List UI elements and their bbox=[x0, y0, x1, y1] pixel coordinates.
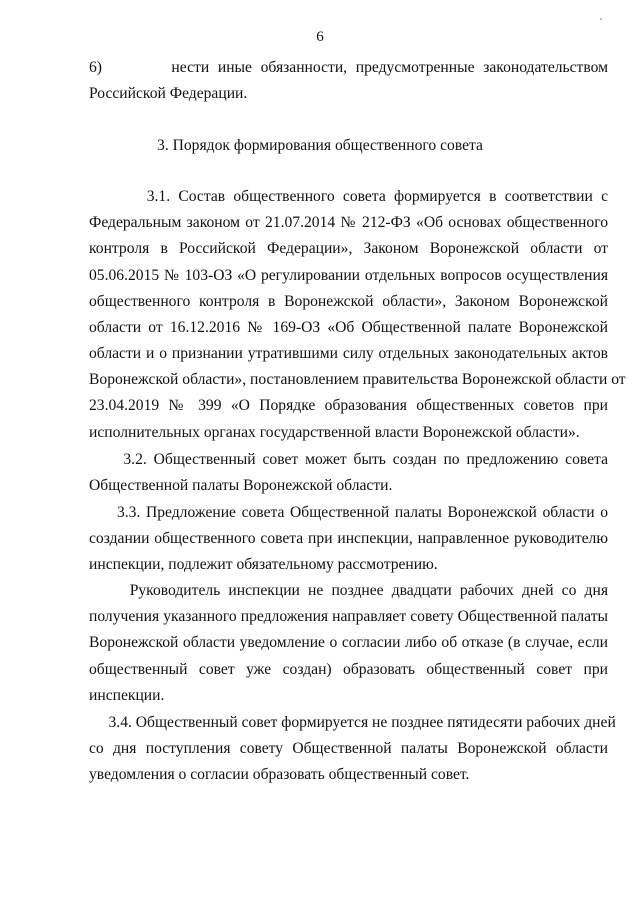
paragraph-3-1-line: Воронежской области», постановлением правительства Воронежской области от bbox=[89, 371, 626, 388]
paragraph-3-3-line: создании общественного совета при инспекции, направленное руководителю bbox=[89, 530, 608, 547]
paragraph-3-1-line: 3.1. Состав общественного совета формируется в соответствии с bbox=[89, 188, 608, 205]
paragraph-3-1-line: Федеральным законом от 21.07.2014 № 212-ФЗ «Об основах общественного bbox=[89, 214, 608, 231]
paragraph-3-1-line: общественного контроля в Воронежской области», Законом Воронежской bbox=[89, 293, 608, 310]
paragraph-3-1-line: области от 16.12.2016 № 169-ОЗ «Об Общественной палате Воронежской bbox=[89, 319, 608, 336]
paragraph-3-1-line: 05.06.2015 № 103-ОЗ «О регулировании отдельных вопросов осуществления bbox=[89, 267, 608, 284]
obligations-line-2: Российской Федерации. bbox=[89, 85, 248, 102]
paragraph-head-line: получения указанного предложения направляет совету Общественной палаты bbox=[89, 608, 608, 625]
scan-mark bbox=[600, 18, 602, 20]
paragraph-3-1-line: контроля в Российской Федерации», Законом Воронежской области от bbox=[89, 240, 608, 257]
section-heading: 3. Порядок формирования общественного совета bbox=[157, 137, 483, 154]
paragraph-head-line: Воронежской области уведомление о согласии либо об отказе (в случае, если bbox=[89, 634, 608, 651]
paragraph-3-1-line: области и о признании утратившими силу отдельных законодательных актов bbox=[89, 345, 608, 362]
paragraph-3-4-line: 3.4. Общественный совет формируется не позднее пятидесяти рабочих дней bbox=[89, 714, 616, 731]
paragraph-head-line: инспекции. bbox=[89, 687, 165, 704]
paragraph-3-3-line: 3.3. Предложение совета Общественной палаты Воронежской области о bbox=[89, 504, 608, 521]
paragraph-3-2-line: 3.2. Общественный совет может быть создан по предложению совета bbox=[89, 451, 608, 468]
paragraph-3-4-line: со дня поступления совету Общественной палаты Воронежской области bbox=[89, 740, 608, 757]
paragraph-3-1-line: 23.04.2019 № 399 «О Порядке образования общественных советов при bbox=[89, 397, 608, 414]
paragraph-3-4-line: уведомления о согласии образовать общественный совет. bbox=[89, 766, 470, 783]
paragraph-head-line: Руководитель инспекции не позднее двадцати рабочих дней со дня bbox=[89, 582, 608, 599]
paragraph-3-3-line: инспекции, подлежит обязательному рассмотрению. bbox=[89, 556, 438, 573]
paragraph-3-1-line: исполнительных органах государственной власти Воронежской области». bbox=[89, 424, 580, 441]
paragraph-head-line: общественный совет уже создан) образовать общественный совет при bbox=[89, 661, 608, 678]
paragraph-3-2-line: Общественной палаты Воронежской области. bbox=[89, 477, 393, 494]
obligations-line-1: 6) нести иные обязанности, предусмотренные законодательством bbox=[89, 59, 608, 76]
page-number: 6 bbox=[316, 29, 324, 45]
